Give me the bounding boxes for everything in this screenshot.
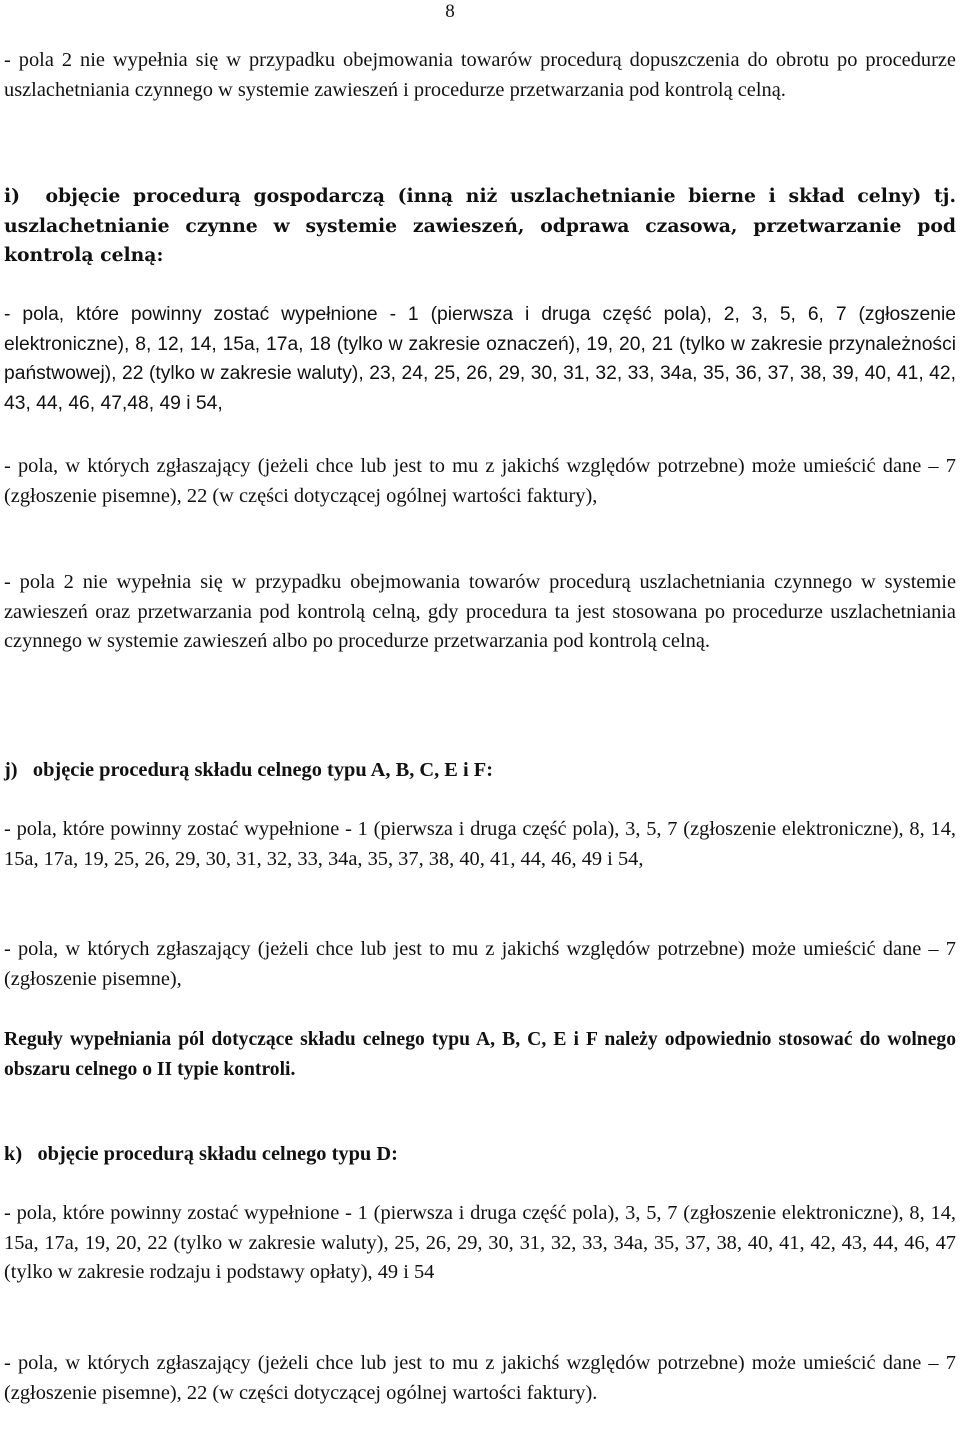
paragraph-pola-opcjonalne-j: - pola, w których zgłaszający (jeżeli chce lub jest to mu z jakichś względów potrzebne) może umieścić dane – 7 (zgłoszenie pisemne), — [4, 938, 956, 990]
heading-text: objęcie procedurą składu celnego typu D: — [37, 1143, 398, 1165]
heading-text: objęcie procedurą składu celnego typu A, B, C, E i F: — [32, 759, 494, 781]
page-number: 8 — [445, 1, 455, 22]
paragraph-pola-opcjonalne-i: - pola, w których zgłaszający (jeżeli chce lub jest to mu z jakichś względów potrzebne) może umieścić dane – 7 (zgłoszenie pisemne), 22 (w części dotyczącej ogólnej wartości faktury), — [4, 455, 956, 507]
paragraph-reguly-wolny-obszar: Reguły wypełniania pól dotyczące składu celnego typu A, B, C, E i F należy odpowiednio stosować do wolnego obszaru celnego o II typie kontroli. — [4, 1029, 956, 1080]
heading-text: objęcie procedurą gospodarczą (inną niż uszlachetnianie bierne i skład celny) tj. uszlachetnianie czynne w systemie zawieszeń, odprawa czasowa, przetwarzanie pod kontrolą celną: — [4, 185, 956, 267]
heading-j-sklad-celny-abcef — [4, 756, 956, 786]
paragraph-pola-wymagane-k: - pola, które powinny zostać wypełnione - 1 (pierwsza i druga część pola), 3, 5, 7 (zgłoszenie elektroniczne), 8, 14, 15a, 17a, 19, 20, 22 (tylko w zakresie waluty), 25, 26, 29, 30, 31, 32, 33, 34a, 35, 37, 38, 40, 41, 42, 43, 44, 46, 47 (tylko w zakresie rodzaju i podstawy opłaty), 49 i 54 — [4, 1202, 956, 1284]
paragraph-pola-opcjonalne-k: - pola, w których zgłaszający (jeżeli chce lub jest to mu z jakichś względów potrzebne) może umieścić dane – 7 (zgłoszenie pisemne), 22 (w części dotyczącej ogólnej wartości faktury). — [4, 1352, 956, 1404]
heading-label: j) — [4, 759, 18, 781]
paragraph-pola-wymagane-j: - pola, które powinny zostać wypełnione - 1 (pierwsza i druga część pola), 3, 5, 7 (zgłoszenie elektroniczne), 8, 14, 15a, 17a, 19, 25, 26, 29, 30, 31, 32, 33, 34a, 35, 37, 38, 40, 41, 44, 46, 49 i 54, — [4, 818, 956, 870]
paragraph-pole2-dopuszczenie: - pola 2 nie wypełnia się w przypadku obejmowania towarów procedurą dopuszczenia do obrotu po procedurze uszlachetniania czynnego w systemie zawieszeń i procedurze przetwarzania pod kontrolą celną. — [4, 49, 956, 101]
paragraph-pola-wymagane-i: - pola, które powinny zostać wypełnione - 1 (pierwsza i druga część pola), 2, 3, 5, 6, 7 (zgłoszenie elektroniczne), 8, 12, 14, 15a, 17a, 18 (tylko w zakresie oznaczeń), 19, 20, 21 (tylko w zakresie przynależności państwowej), 22 (tylko w zakresie waluty), 23, 24, 25, 26, 29, 30, 31, 32, 33, 34a, 35, 36, 37, 38, 39, 40, 41, 42, 43, 44, 46, 47,48, 49 i 54, — [4, 304, 956, 414]
paragraph-pole2-uszlachetnianie: - pola 2 nie wypełnia się w przypadku obejmowania towarów procedurą uszlachetniania czynnego w systemie zawieszeń oraz przetwarzania pod kontrolą celną, gdy procedura ta jest stosowana po procedurze uszlachetniania czynnego w systemie zawieszeń albo po procedurze przetwarzania pod kontrolą celną. — [4, 571, 956, 653]
heading-i-procedura-gospodarcza — [4, 182, 956, 271]
heading-label: i) — [4, 185, 21, 207]
heading-label: k) — [4, 1143, 23, 1165]
heading-k-sklad-celny-d — [4, 1140, 956, 1170]
